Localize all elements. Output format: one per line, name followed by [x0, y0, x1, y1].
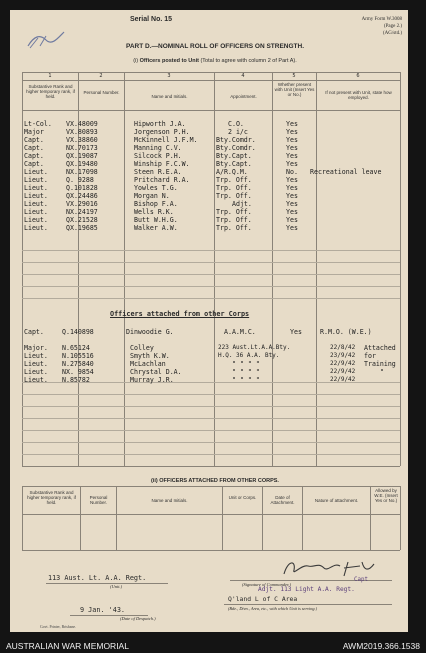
table-cell: Yes [286, 136, 298, 144]
unit-label: (Unit.) [110, 584, 123, 589]
table-cell: NX. 9854 [62, 368, 94, 376]
area-label: (Bde., Divn., Area, etc., with which Unit is serving.) [228, 606, 318, 611]
table-cell: H.Q. 36 A.A. Bty. [218, 352, 280, 359]
archive-footer [0, 639, 426, 653]
col-appointment-header: Appointment. [230, 94, 257, 99]
table-cell: Yes [286, 160, 298, 168]
table-cell: " [380, 368, 384, 376]
table-cell: Lieut. [24, 376, 48, 384]
table-cell: Bty.Comdr. [216, 136, 256, 144]
table-cell: " " " " [232, 376, 260, 384]
area-value: Q'land L of C Area [228, 595, 298, 603]
table-cell: Pritchard R.A. [134, 176, 190, 184]
table-cell: Trp. Off. [216, 192, 252, 200]
table-cell: Trp. Off. [216, 208, 252, 216]
adjutant-stamp: Adjt. 113 Light A.A. Regt. [258, 586, 355, 593]
table-cell: QX.19480 [66, 160, 98, 168]
table-cell: Lieut. [24, 168, 48, 176]
table-cell: Butt W.H.G. [134, 216, 178, 224]
stamp-rank: Capt [354, 577, 368, 583]
table-cell: Yes [286, 208, 298, 216]
table-cell: Q.140898 [62, 328, 94, 336]
table-cell: 22/9/42 [330, 376, 356, 383]
table-cell: VX.29016 [66, 200, 98, 208]
table-cell: N.105516 [62, 352, 94, 360]
table-cell: Lieut. [24, 360, 48, 368]
table-cell: NX.17098 [66, 168, 98, 176]
table-cell: N.65124 [62, 344, 90, 352]
table-cell: Winship F.C.W. [134, 160, 190, 168]
table-cell: QX.24486 [66, 192, 98, 200]
table-cell: Recreational leave [310, 168, 382, 176]
despatch-date: 9 Jan. '43. [80, 606, 126, 614]
col-name-header: Name and Initials. [151, 94, 188, 99]
table-cell: Lieut. [24, 208, 48, 216]
table-cell: R.M.O. (W.E.) [320, 328, 372, 336]
commander-signature [278, 556, 388, 580]
part-title: PART D.—NOMINAL ROLL OF OFFICERS ON STRENGTH. [125, 43, 305, 50]
table-cell: Yes [286, 176, 298, 184]
despatch-date-label: (Date of Despatch.) [120, 616, 156, 621]
table-cell: Bty.Capt. [216, 152, 252, 160]
table-cell: Manning C.V. [134, 144, 182, 152]
table-cell: Silcock P.H. [134, 152, 182, 160]
table-cell: 22/9/42 [330, 360, 356, 367]
printer-imprint: Govt. Printer, Brisbane. [40, 625, 77, 629]
table-cell: Major. [24, 344, 48, 352]
table-cell: Capt. [24, 152, 44, 160]
table-cell: Yes [286, 120, 298, 128]
table-cell: NX.24197 [66, 208, 98, 216]
table-cell: Yes [286, 152, 298, 160]
table-cell: Major [24, 128, 44, 136]
table-cell: C.O. [228, 120, 244, 128]
table-cell: Capt. [24, 136, 44, 144]
attached-title: Officers attached from other Corps [110, 310, 250, 318]
table-cell: 2 i/c [228, 128, 248, 136]
table-cell: Lieut. [24, 184, 48, 192]
section-2-title: (ii) OFFICERS ATTACHED FROM OTHER CORPS. [151, 478, 279, 484]
table-cell: Lieut. [24, 368, 48, 376]
col-rank-header: Substantive Rank and higher temporary rank, if held. [26, 84, 75, 99]
table-cell: Attached [364, 344, 396, 352]
table-cell: Chrystal D.A. [130, 368, 182, 376]
table-cell: Lieut. [24, 200, 48, 208]
table-cell: NX.70173 [66, 144, 98, 152]
table-cell: Lieut. [24, 352, 48, 360]
table-cell: VX.80893 [66, 128, 98, 136]
table-cell: Yes [286, 192, 298, 200]
col-present-header: Whether present with Unit (Insert Yes or No.) [274, 82, 315, 97]
table-cell: Yes [286, 224, 298, 232]
form-reference: Army Form W.3008 (Page 2.) (AG/std.) [361, 17, 402, 36]
table-cell: Lieut. [24, 224, 48, 232]
table-cell: N.275840 [62, 360, 94, 368]
table-cell: Lieut. [24, 192, 48, 200]
table-cell: Murray J.R. [130, 376, 174, 384]
table-cell: Q.101828 [66, 184, 98, 192]
signature-label: (Signature of Commander.) [242, 582, 291, 587]
table-cell: A/R.Q.M. [216, 168, 248, 176]
archive-reference: AWM2019.366.1538 [342, 641, 420, 651]
section-1-title: (i) Officers posted to Unit (Total to agree with column 2 of Part A). [133, 58, 297, 64]
table-cell: A.A.M.C. [224, 328, 256, 336]
table-cell: Steen R.E.A. [134, 168, 182, 176]
unit-value: 113 Aust. Lt. A.A. Regt. [48, 574, 147, 582]
table-cell: Smyth K.W. [130, 352, 170, 360]
table-cell: Trp. Off. [216, 184, 252, 192]
table-cell: Capt. [24, 328, 44, 336]
table-cell: 23/9/42 [330, 352, 356, 359]
table-cell: VX.48009 [66, 120, 98, 128]
table-cell: Yes [286, 216, 298, 224]
table-cell: Yes [290, 328, 302, 336]
table-cell: Capt. [24, 144, 44, 152]
table-cell: Yowles T.G. [134, 184, 178, 192]
table-cell: Yes [286, 184, 298, 192]
table-cell: Morgan N. [134, 192, 170, 200]
table-cell: Lt-Col. [24, 120, 52, 128]
table-cell: QX.21528 [66, 216, 98, 224]
table-cell: Bty.Comdr. [216, 144, 256, 152]
table-cell: VX.38860 [66, 136, 98, 144]
table-cell: Lieut. [24, 216, 48, 224]
table-cell: Hipworth J.A. [134, 120, 186, 128]
table-cell: Trp. Off. [216, 224, 252, 232]
table-cell: Trp. Off. [216, 176, 252, 184]
table-cell: " " " " [232, 368, 260, 376]
table-cell: Jorgenson P.H. [134, 128, 190, 136]
table-cell: " " " " [232, 360, 260, 368]
table-cell: Training [364, 360, 396, 368]
table-cell: QX.19087 [66, 152, 98, 160]
table-cell: Colley [130, 344, 154, 352]
table-cell: Adjt. [232, 200, 252, 208]
table-cell: No. [286, 168, 298, 176]
table-cell: Yes [286, 144, 298, 152]
table-cell: QX.19685 [66, 224, 98, 232]
serial-number: Serial No. 15 [130, 16, 173, 23]
table-cell: 223 Aust.Lt.A.A.Bty. [218, 344, 291, 351]
table-cell: Capt. [24, 160, 44, 168]
table-cell: Walker A.W. [134, 224, 178, 232]
table-cell: N.85782 [62, 376, 90, 384]
table-cell: 22/9/42 [330, 368, 356, 375]
archive-name: AUSTRALIAN WAR MEMORIAL [6, 641, 129, 651]
table-cell: McLachlan [130, 360, 166, 368]
table-cell: Dinwoodie G. [126, 328, 174, 336]
table-cell: McKinnell J.F.M. [134, 136, 198, 144]
col-employed-header: If not present with Unit, state how employed. [325, 90, 392, 100]
col-number-header: Personal Number. [83, 90, 120, 95]
table-cell: 22/8/42 [330, 344, 356, 351]
table-cell: Bishop F.A. [134, 200, 178, 208]
table-cell: Trp. Off. [216, 216, 252, 224]
table-cell: Lieut. [24, 176, 48, 184]
document-page: Serial No. 15 Army Form W.3008 (Page 2.) (AG/std.) PART D.—NOMINAL ROLL OF OFFICERS ON STRENGTH. (i) Officers posted to Unit (Total to agree with column 2 of Part A). 1 2 3 4 5 6 Substantive Rank and higher temporary rank, if held. Personal Number. Name and Initials. Appointment. Whether present with Unit (Insert Yes or No.) If not present with Unit, state how employed. Lt-Col. VX.48009 Hipworth J.A. C.O. Yes Major VX.80893 Jorgenson P.H. 2 i/c Yes Capt. VX.38860 McKinnell J.F.M. Bty.Comdr. Yes Capt. NX.70173 Manning C.V. Bty.Comdr. Yes Capt. QX.19087 Silcock P.H. Bty.Capt. Yes Capt. QX.19480 Winship F.C.W. Bty.Capt. Yes Lieut. NX.17098 Steen R.E.A. A/R.Q.M. No. Recreational leave Lieut. Q. 9288 Pritchard R.A. Trp. Off. Yes Lieut. Q.101828 Yowles T.G. Trp. Off. Yes Lieut. QX.24486 Morgan N. Trp. Off. Yes Lieut. VX.29016 Bishop F.A. Adjt. Yes Lieut. NX.24197 Wells R.K. Trp. Off. Yes Lieut. QX.21528 Butt W.H.G. Trp. Off. Yes Lieut. QX.19685 Walker A.W. Trp. Off. Yes Officers attached from other Corps Capt. Q.140898 Dinwoodie G. A.A.M.C. Yes R.M.O. (W.E.) Major. N.65124 Colley 223 Aust.Lt.A.A.Bty. 22/8/42 Attached Lieut. N.105516 Smyth K.W. H.Q. 36 A.A. Bty. 23/9/42 for Lieut. N.275840 McLachlan " " " " 22/9/42 Training Lieut. NX. 9854 Chrystal D.A. " " " " 22/9/42 " Lieut. N.85782 Murray J.R. " " " " 22/9/42 (ii) OFFICERS ATTACHED FROM OTHER CORPS. Substantive Rank and higher temporary rank, if held. Personal Number. Name and Initials. Unit or Corps. Date of Attachment. Nature of attachment. Allowed by W.E. (Insert Yes or No.) (Signature of Commander.) Capt Adjt. 113 Light A.A. Regt. Q'land L of C Area (Bde., Divn., Area, etc., with which Unit is serving.) 113 Aust. Lt. A.A. Regt. (Unit.) 9 Jan. '43. (Date of Despatch.) Govt. Printer, Brisbane. [10, 10, 408, 632]
table-cell: Yes [286, 200, 298, 208]
table-cell: Bty.Capt. [216, 160, 252, 168]
table-cell: for [364, 352, 376, 360]
table-cell: Wells R.K. [134, 208, 174, 216]
table-cell: Q. 9288 [66, 176, 94, 184]
table-cell: Yes [286, 128, 298, 136]
